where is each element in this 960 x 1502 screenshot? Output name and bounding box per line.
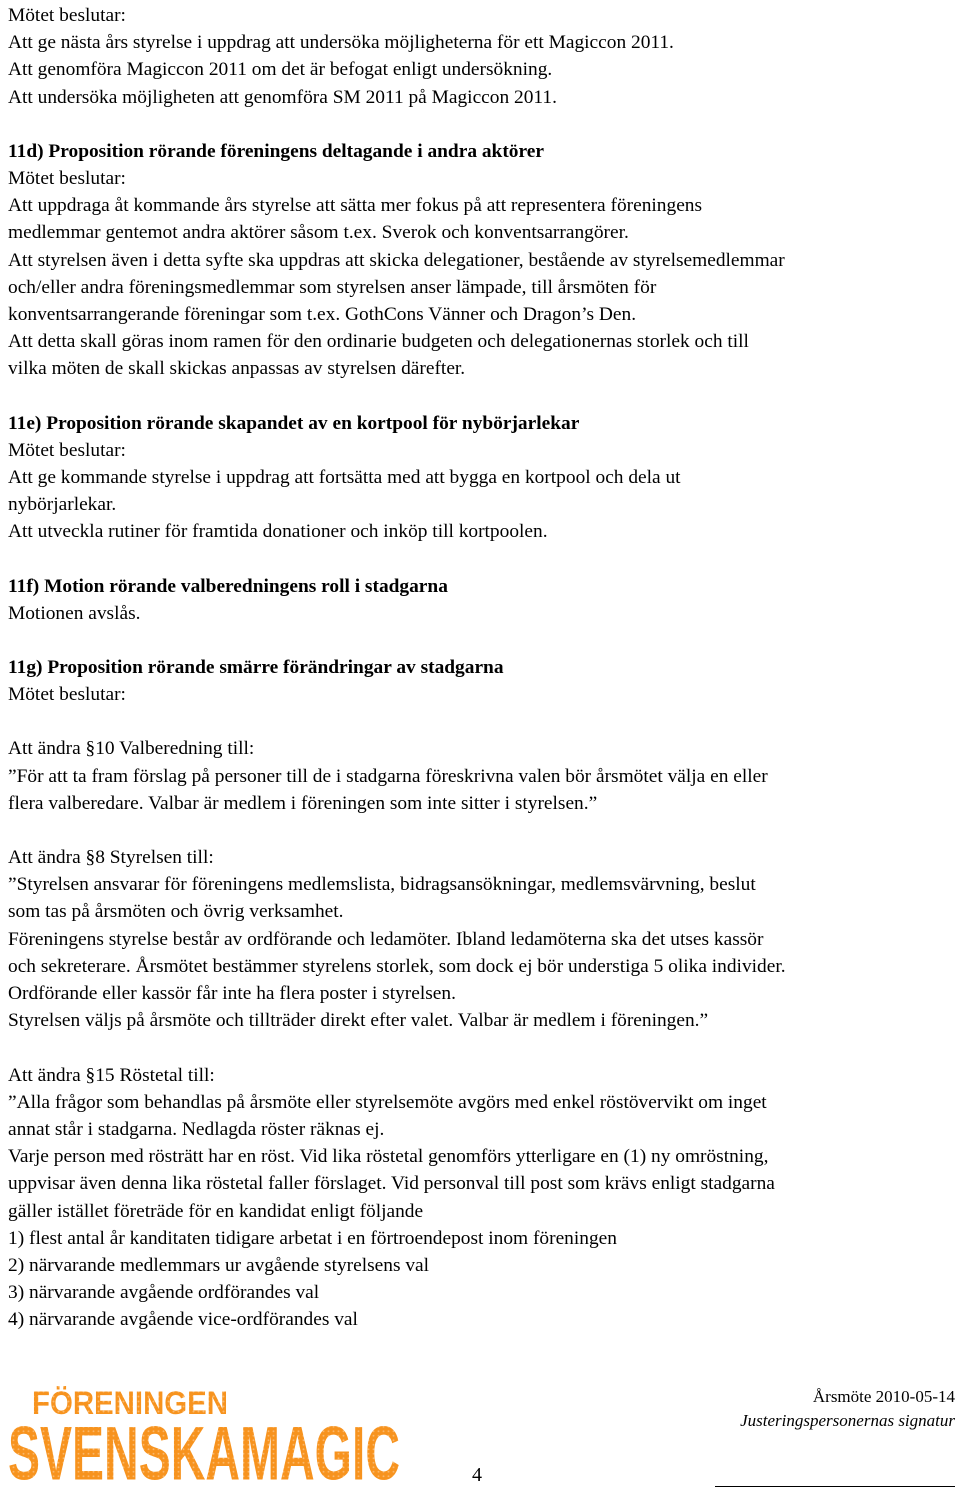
footer-meta bbox=[740, 1385, 955, 1433]
paragraph-line: Att ge kommande styrelse i uppdrag att fortsätta med att bygga en kortpool och dela ut bbox=[8, 467, 681, 489]
signature-line bbox=[715, 1486, 955, 1487]
decision-label: Mötet beslutar: bbox=[8, 684, 126, 706]
paragraph-line: och/eller andra föreningsmedlemmar som styrelsen anser lämpade, till årsmöten för bbox=[8, 276, 657, 298]
paragraph-line: Att utveckla rutiner för framtida donationer och inköp till kortpoolen. bbox=[8, 521, 548, 543]
page-number: 4 bbox=[472, 1464, 482, 1486]
amendment-line: gäller istället företräde för en kandidat enligt följande bbox=[8, 1200, 424, 1222]
amendment-line: som tas på årsmöten och övrig verksamhet. bbox=[8, 901, 344, 923]
list-item: 3) närvarande avgående ordförandes val bbox=[8, 1282, 320, 1304]
paragraph-line: nybörjarlekar. bbox=[8, 494, 117, 516]
section-heading-11g: 11g) Proposition rörande smärre förändringar av stadgarna bbox=[8, 657, 504, 679]
paragraph-line: medlemmar gentemot andra aktörer såsom t.ex. Sverok och konventsarrangörer. bbox=[8, 222, 629, 244]
decision-label: Mötet beslutar: bbox=[8, 168, 126, 190]
section-heading-11e: 11e) Proposition rörande skapandet av en kortpool för nybörjarlekar bbox=[8, 412, 580, 434]
section-heading-11d: 11d) Proposition rörande föreningens deltagande i andra aktörer bbox=[8, 140, 544, 162]
decision-line: Att genomföra Magiccon 2011 om det är befogat enligt undersökning. bbox=[8, 59, 553, 81]
amendment-line: uppvisar även denna lika röstetal faller förslaget. Vid personval till post som krävs enligt stadgarna bbox=[8, 1173, 775, 1195]
motion-result: Motionen avslås. bbox=[8, 602, 141, 624]
paragraph-line: Att styrelsen även i detta syfte ska uppdras att skicka delegationer, bestående av styrelsemedlemmar bbox=[8, 249, 785, 271]
paragraph-line: vilka möten de skall skickas anpassas av styrelsen därefter. bbox=[8, 358, 466, 380]
list-item: 1) flest antal år kanditaten tidigare arbetat i en förtroendepost inom föreningen bbox=[8, 1227, 617, 1249]
amendment-line: Föreningens styrelse består av ordförande och ledamöter. Ibland ledamöterna ska det utses kassör bbox=[8, 928, 764, 950]
logo-top-text: FÖRENINGEN bbox=[32, 1385, 228, 1421]
decision-label: Mötet beslutar: bbox=[8, 439, 126, 461]
meeting-date: Årsmöte 2010-05-14 bbox=[812, 1387, 955, 1406]
document-page bbox=[8, 2, 958, 1334]
paragraph-line: Att uppdraga åt kommande års styrelse att sätta mer fokus på att representera föreningens bbox=[8, 195, 703, 217]
signature-label: Justeringspersonernas signatur bbox=[740, 1411, 955, 1430]
decision-label: Mötet beslutar: bbox=[8, 5, 126, 26]
amendment-line: Ordförande eller kassör får inte ha flera poster i styrelsen. bbox=[8, 983, 456, 1005]
amendment-intro-8: Att ändra §8 Styrelsen till: bbox=[8, 847, 214, 869]
amendment-line: Varje person med rösträtt har en röst. Vid lika röstetal genomförs ytterligare en (1) ny omröstning, bbox=[8, 1146, 769, 1168]
amendment-line: annat står i stadgarna. Nedlagda röster räknas ej. bbox=[8, 1118, 385, 1140]
page-footer bbox=[0, 1370, 960, 1502]
amendment-intro-10: Att ändra §10 Valberedning till: bbox=[8, 738, 255, 760]
paragraph-line: Att detta skall göras inom ramen för den ordinarie budgeten och delegationernas storlek och till bbox=[8, 331, 749, 353]
amendment-line: ”Styrelsen ansvarar för föreningens medlemslista, bidragsansökningar, medlemsvärvning, beslut bbox=[8, 874, 756, 896]
decision-line: Att ge nästa års styrelse i uppdrag att undersöka möjligheterna för ett Magiccon 2011. bbox=[8, 32, 674, 54]
amendment-intro-15: Att ändra §15 Röstetal till: bbox=[8, 1064, 215, 1086]
amendment-line: flera valberedare. Valbar är medlem i föreningen som inte sitter i styrelsen.” bbox=[8, 792, 598, 814]
list-item: 2) närvarande medlemmars ur avgående styrelsens val bbox=[8, 1254, 430, 1276]
foreningen-svenskamagic-logo bbox=[6, 1384, 406, 1496]
amendment-line: ”Alla frågor som behandlas på årsmöte eller styrelsemöte avgörs med enkel röstövervikt om inget bbox=[8, 1091, 767, 1113]
logo-bottom-text: SVENSKAMAGIC bbox=[8, 1411, 401, 1496]
section-heading-11f: 11f) Motion rörande valberedningens roll i stadgarna bbox=[8, 575, 448, 597]
amendment-line: Styrelsen väljs på årsmöte och tillträder direkt efter valet. Valbar är medlem i föreningen.” bbox=[8, 1010, 709, 1032]
amendment-line: ”För att ta fram förslag på personer till de i stadgarna föreskrivna valen bör årsmötet välja en eller bbox=[8, 765, 768, 787]
list-item: 4) närvarande avgående vice-ordförandes val bbox=[8, 1309, 358, 1331]
amendment-line: och sekreterare. Årsmötet bestämmer styrelens storlek, som dock ej bör understiga 5 olika individer. bbox=[8, 955, 786, 977]
paragraph-line: konventsarrangerande föreningar som t.ex. GothCons Vänner och Dragon’s Den. bbox=[8, 304, 637, 326]
decision-line: Att undersöka möjligheten att genomföra SM 2011 på Magiccon 2011. bbox=[8, 86, 557, 108]
